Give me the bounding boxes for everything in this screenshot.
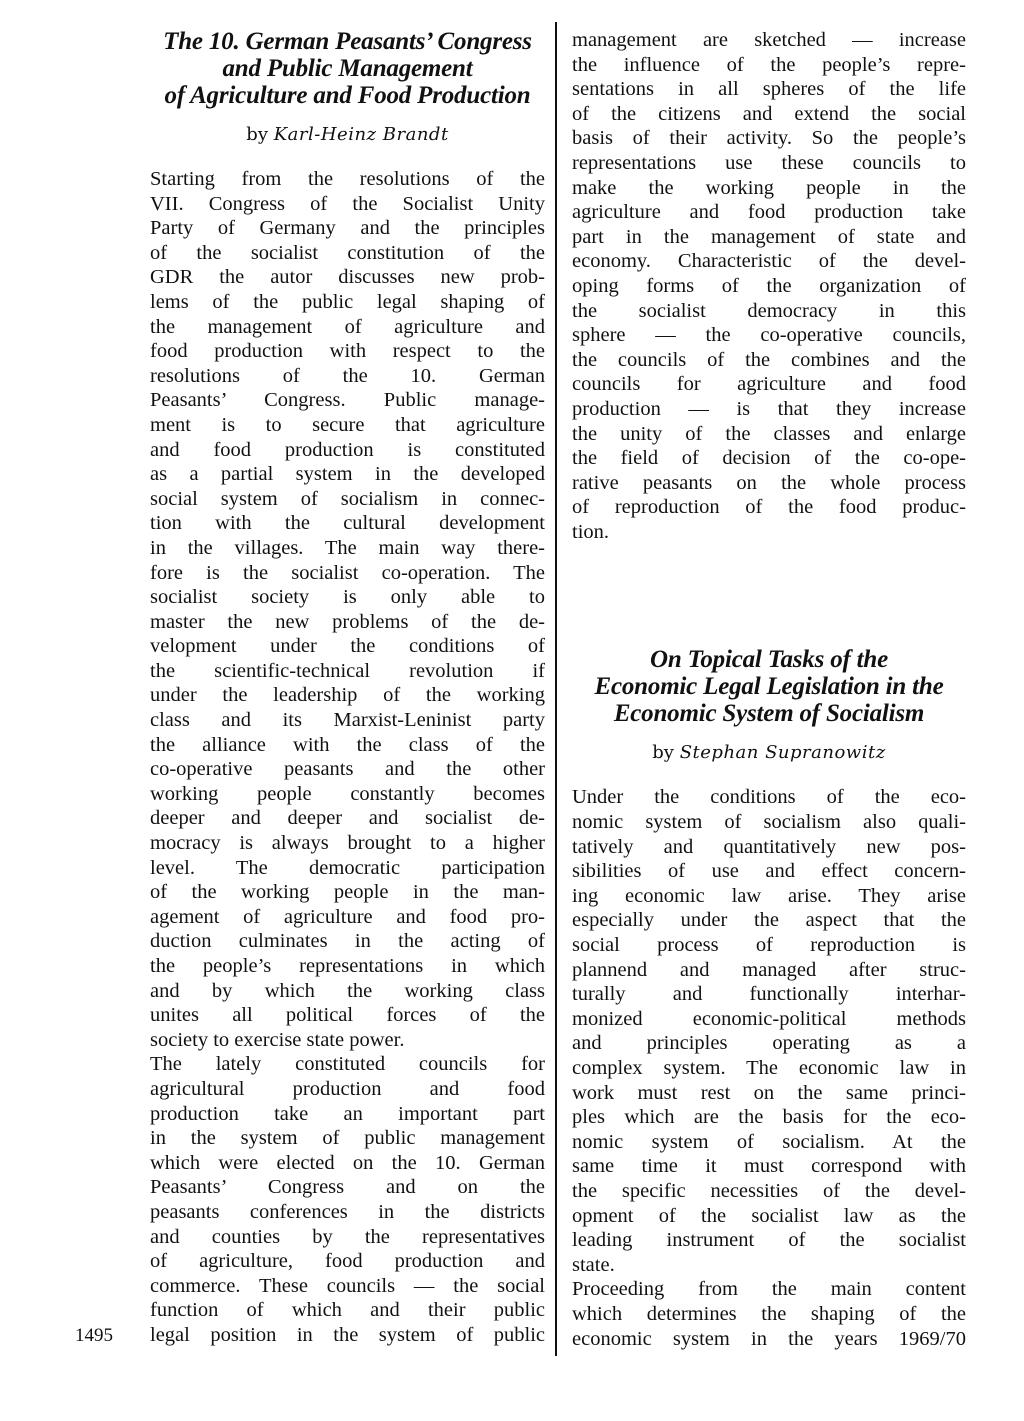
article1-paragraph-2 bbox=[150, 1052, 545, 1347]
article1-continuation bbox=[572, 28, 966, 544]
text-line: monized economic-political methods bbox=[572, 1007, 966, 1030]
text-line: Proceeding from the main content bbox=[572, 1278, 966, 1301]
text-line: of reproduction of the food produc- bbox=[572, 496, 966, 519]
text-line: the councils of the combines and the bbox=[572, 348, 966, 371]
text-line: VII. Congress of the Socialist Unity bbox=[150, 192, 545, 215]
text-line: socialist society is only able to bbox=[150, 586, 545, 609]
article1-title-line: The 10. German Peasants’ Congress bbox=[163, 28, 532, 55]
text-line: peasants conferences in the districts bbox=[150, 1200, 545, 1223]
text-line: sentations in all spheres of the life bbox=[572, 78, 966, 101]
text-line: as a partial system in the developed bbox=[150, 463, 545, 486]
article2-by-label: by bbox=[652, 742, 674, 764]
text-line: same time it must correspond with bbox=[572, 1155, 966, 1178]
text-line: the unity of the classes and enlarge bbox=[572, 422, 966, 445]
text-line: lems of the public legal shaping of bbox=[150, 290, 545, 313]
text-line: unites all political forces of the bbox=[150, 1004, 545, 1027]
text-line: society to exercise state power. bbox=[150, 1028, 405, 1051]
text-line: representations use these councils to bbox=[572, 151, 966, 174]
text-line: turally and functionally interhar- bbox=[572, 983, 966, 1006]
text-line: opment of the socialist law as the bbox=[572, 1204, 966, 1227]
text-line: deeper and deeper and socialist de- bbox=[150, 807, 545, 830]
text-line: velopment under the conditions of bbox=[150, 635, 545, 658]
text-line: master the new problems of the de- bbox=[150, 610, 545, 633]
text-line: the people’s representations in which bbox=[150, 955, 545, 977]
text-line: councils for agriculture and food bbox=[572, 373, 966, 396]
text-line: complex system. The economic law in bbox=[572, 1057, 966, 1079]
text-line: especially under the aspect that the bbox=[572, 909, 966, 932]
text-line: The lately constituted councils for bbox=[150, 1053, 545, 1076]
text-line: sphere — the co-operative councils, bbox=[572, 324, 966, 347]
text-line: Starting from the resolutions of the bbox=[150, 168, 545, 190]
article1-byline bbox=[150, 123, 545, 147]
left-column bbox=[150, 28, 545, 1348]
text-line: basis of their activity. So the people’s bbox=[572, 127, 966, 150]
text-line: economy. Characteristic of the devel- bbox=[572, 250, 966, 273]
article1-by-label: by bbox=[246, 124, 268, 145]
text-line: production — is that they increase bbox=[572, 397, 966, 420]
text-line: ing economic law arise. They arise bbox=[572, 884, 966, 907]
text-line: Under the conditions of the eco- bbox=[572, 786, 966, 809]
article2-title bbox=[572, 646, 966, 727]
article2-title-line: Economic Legal Legislation in the bbox=[594, 673, 944, 701]
article2-body bbox=[572, 785, 966, 1351]
text-line: ples which are the basis for the eco- bbox=[572, 1106, 966, 1129]
text-line: the alliance with the class of the bbox=[150, 733, 545, 756]
text-line: make the working people in the bbox=[572, 176, 966, 199]
text-line: and principles operating as a bbox=[572, 1032, 966, 1055]
text-line: the scientific-technical revolution if bbox=[150, 659, 545, 682]
text-line: tion. bbox=[572, 520, 610, 543]
text-line: under the leadership of the working bbox=[150, 684, 545, 707]
text-line: agricultural production and food bbox=[150, 1077, 545, 1100]
text-line: the socialist democracy in this bbox=[572, 299, 966, 322]
article1-continuation-paragraph bbox=[572, 28, 966, 544]
text-line: tion with the cultural development bbox=[150, 512, 545, 535]
text-line: Peasants’ Congress and on the bbox=[150, 1176, 545, 1199]
text-line: food production with respect to the bbox=[150, 340, 545, 363]
text-line: and counties by the representatives bbox=[150, 1225, 545, 1248]
text-line: nomic system of socialism. At the bbox=[572, 1130, 966, 1153]
text-line: class and its Marxist-Leninist party bbox=[150, 709, 545, 732]
text-line: state. bbox=[572, 1253, 615, 1276]
article1-title-line: and Public Management bbox=[222, 55, 473, 82]
text-line: function of which and their public bbox=[150, 1299, 545, 1322]
text-line: legal position in the system of public bbox=[150, 1323, 545, 1346]
article2-author: Stephan Supranowitz bbox=[679, 742, 886, 764]
text-line: co-operative peasants and the other bbox=[150, 758, 545, 781]
text-line: plannend and managed after struc- bbox=[572, 958, 966, 981]
article1-title-line: of Agriculture and Food Production bbox=[164, 82, 531, 109]
text-line: economic system in the years 1969/70 bbox=[572, 1327, 966, 1350]
text-line: social system of socialism in connec- bbox=[150, 487, 545, 510]
text-line: agement of agriculture and food pro- bbox=[150, 905, 545, 928]
text-line: the influence of the people’s repre- bbox=[572, 53, 966, 76]
page-number: 1495 bbox=[75, 1325, 113, 1346]
text-line: agriculture and food production take bbox=[572, 201, 966, 224]
text-line: of the working people in the man- bbox=[150, 881, 545, 904]
text-line: working people constantly becomes bbox=[150, 782, 545, 805]
text-line: and food production is constituted bbox=[150, 438, 545, 461]
text-line: Peasants’ Congress. Public manage- bbox=[150, 389, 545, 412]
text-line: level. The democratic participation bbox=[150, 856, 545, 879]
text-line: oping forms of the organization of bbox=[572, 274, 966, 297]
text-line: of the socialist constitution of the bbox=[150, 241, 545, 264]
text-line: of the citizens and extend the social bbox=[572, 102, 966, 125]
text-line: ment is to secure that agriculture bbox=[150, 413, 545, 436]
article1-body bbox=[150, 167, 545, 1348]
right-column bbox=[572, 28, 966, 1351]
text-line: tatively and quantitatively new pos- bbox=[572, 835, 966, 858]
text-line: which determines the shaping of the bbox=[572, 1302, 966, 1325]
text-line: social process of reproduction is bbox=[572, 934, 966, 957]
article1-title bbox=[150, 28, 545, 109]
article2-title-line: On Topical Tasks of the bbox=[649, 646, 889, 674]
text-line: and by which the working class bbox=[150, 979, 545, 1002]
text-line: Party of Germany and the principles bbox=[150, 217, 545, 240]
text-line: resolutions of the 10. German bbox=[150, 364, 545, 387]
article1-author: Karl-Heinz Brandt bbox=[273, 124, 449, 145]
text-line: work must rest on the same princi- bbox=[572, 1081, 966, 1104]
article2-paragraph-1 bbox=[572, 785, 966, 1277]
section-gap bbox=[572, 544, 966, 646]
text-line: rative peasants on the whole process bbox=[572, 471, 966, 494]
text-line: sibilities of use and effect concern- bbox=[572, 860, 966, 883]
text-line: the management of agriculture and bbox=[150, 315, 545, 338]
text-line: mocracy is always brought to a higher bbox=[150, 832, 545, 855]
text-line: leading instrument of the socialist bbox=[572, 1229, 966, 1252]
text-line: fore is the socialist co-operation. The bbox=[150, 561, 545, 584]
article1-paragraph-1 bbox=[150, 167, 545, 1052]
text-line: duction culminates in the acting of bbox=[150, 930, 545, 953]
text-line: of agriculture, food production and bbox=[150, 1250, 545, 1273]
text-line: GDR the autor discusses new prob- bbox=[150, 266, 545, 289]
column-divider bbox=[555, 22, 557, 1356]
text-line: in the villages. The main way there- bbox=[150, 536, 545, 559]
text-line: the field of decision of the co-ope- bbox=[572, 447, 966, 470]
article2-byline bbox=[572, 741, 966, 765]
text-line: production take an important part bbox=[150, 1102, 545, 1125]
article2-title-line: Economic System of Socialism bbox=[613, 700, 925, 728]
text-line: in the system of public management bbox=[150, 1127, 545, 1150]
article2-paragraph-2 bbox=[572, 1277, 966, 1351]
text-line: nomic system of socialism also quali- bbox=[572, 811, 966, 834]
text-line: commerce. These councils — the social bbox=[150, 1274, 545, 1297]
text-line: management are sketched — increase bbox=[572, 29, 966, 51]
text-line: part in the management of state and bbox=[572, 225, 966, 248]
text-line: the specific necessities of the devel- bbox=[572, 1179, 966, 1202]
text-line: which were elected on the 10. German bbox=[150, 1151, 545, 1174]
